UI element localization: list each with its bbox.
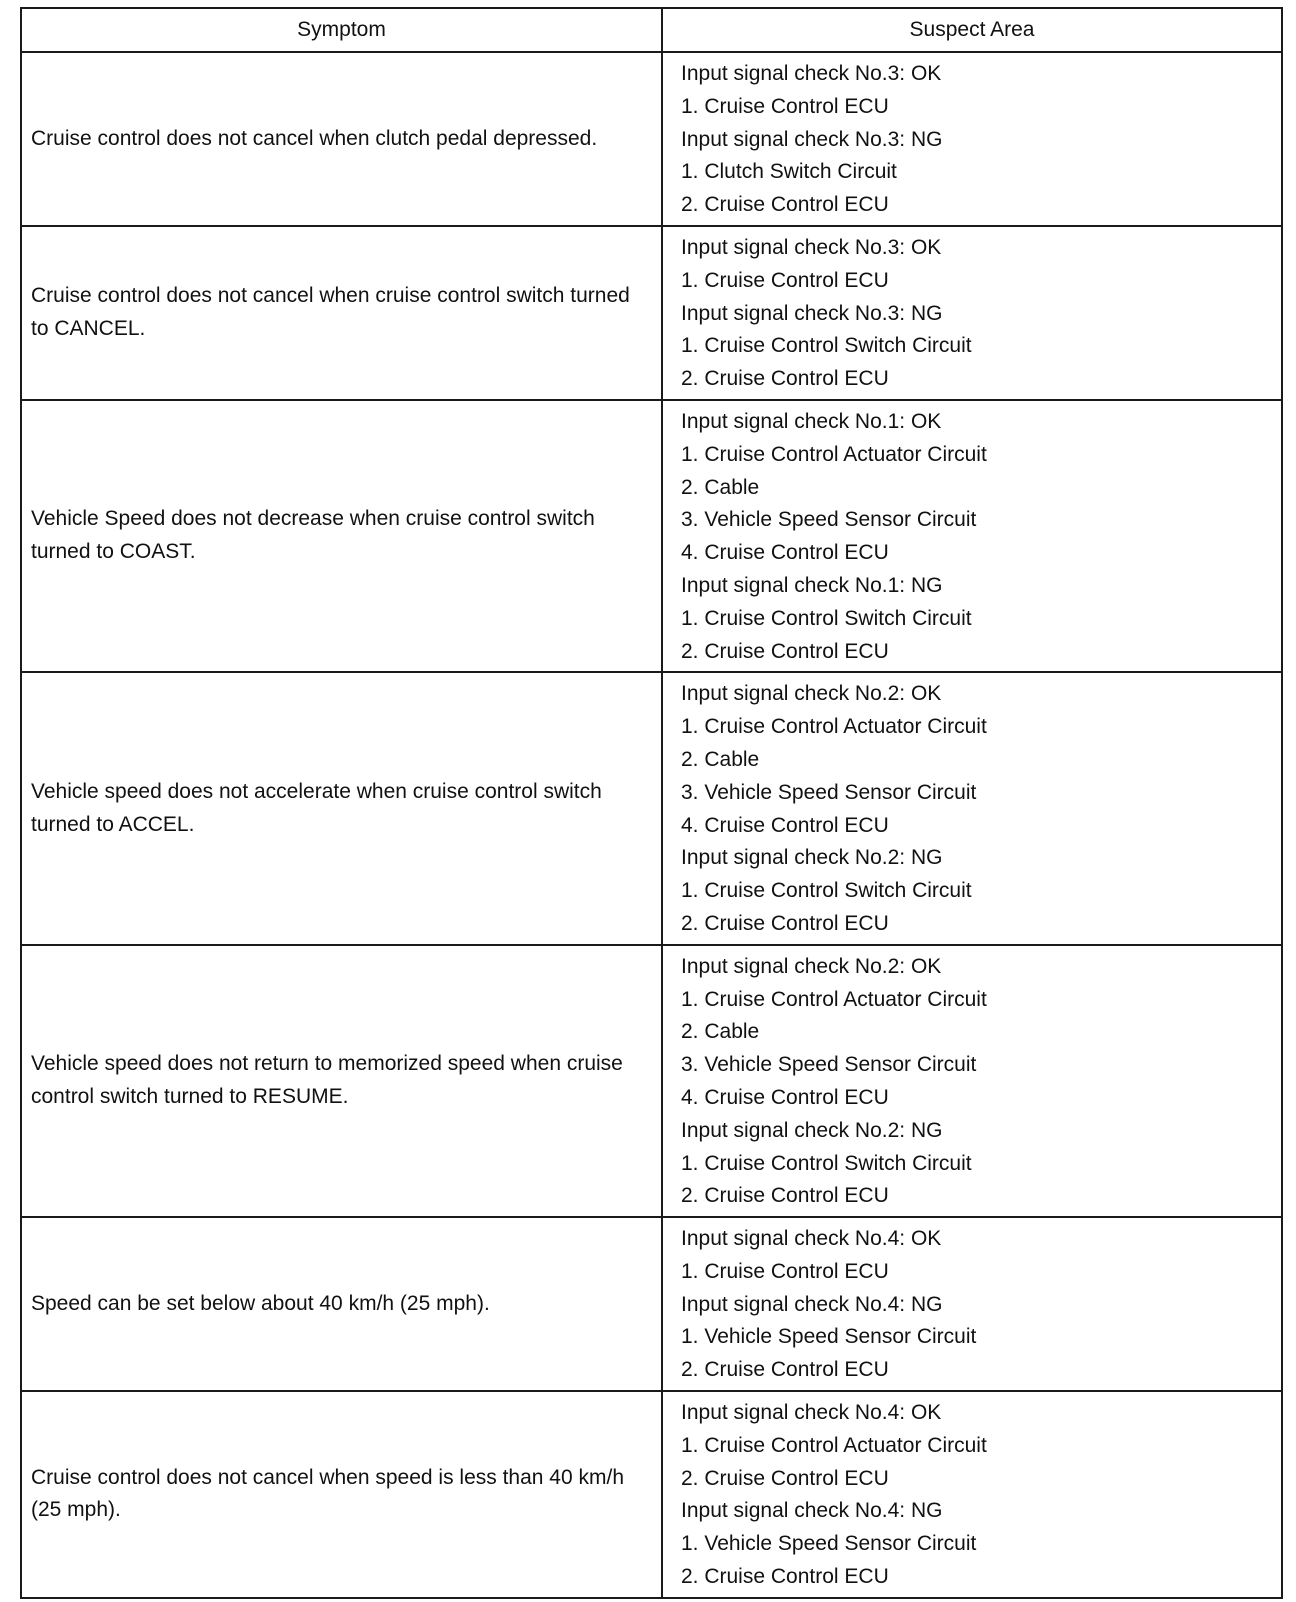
symptom-cell: Speed can be set below about 40 km/h (25 mph). (21, 1217, 662, 1391)
suspect-line: 4. Cruise Control ECU (681, 1085, 889, 1109)
suspect-line: 1. Vehicle Speed Sensor Circuit (681, 1532, 977, 1556)
suspect-line: Input signal check No.3: NG (681, 127, 943, 151)
symptom-cell: Vehicle Speed does not decrease when cruise control switch turned to COAST. (21, 400, 662, 672)
troubleshooting-table (20, 7, 1283, 1599)
suspect-line: 3. Vehicle Speed Sensor Circuit (681, 780, 977, 804)
suspect-line: 2. Cable (681, 1020, 760, 1044)
suspect-line: 2. Cruise Control ECU (681, 1184, 889, 1208)
suspect-line: 1. Cruise Control Actuator Circuit (681, 987, 987, 1011)
suspect-area-header: Suspect Area (662, 8, 1282, 52)
symptom-header: Symptom (21, 8, 662, 52)
suspect-area-cell (662, 1391, 1282, 1598)
table-row (21, 400, 1282, 672)
suspect-line: 4. Cruise Control ECU (681, 813, 889, 837)
suspect-area-cell (662, 1217, 1282, 1391)
suspect-line: 4. Cruise Control ECU (681, 541, 889, 565)
suspect-area-cell (662, 672, 1282, 944)
table-row (21, 945, 1282, 1217)
table-row (21, 1391, 1282, 1598)
suspect-line: 1. Cruise Control Actuator Circuit (681, 1433, 987, 1457)
suspect-line: 1. Cruise Control ECU (681, 1259, 889, 1283)
suspect-line: 2. Cruise Control ECU (681, 193, 889, 217)
table-row (21, 52, 1282, 226)
suspect-area-cell (662, 226, 1282, 400)
table-row (21, 1217, 1282, 1391)
suspect-line: Input signal check No.4: OK (681, 1227, 942, 1251)
symptom-cell: Cruise control does not cancel when clutch pedal depressed. (21, 52, 662, 226)
suspect-line: Input signal check No.1: NG (681, 573, 943, 597)
suspect-line: Input signal check No.3: OK (681, 62, 942, 85)
suspect-line: 1. Cruise Control Actuator Circuit (681, 715, 987, 739)
suspect-line: 3. Vehicle Speed Sensor Circuit (681, 1053, 977, 1077)
suspect-line: Input signal check No.4: NG (681, 1292, 943, 1316)
suspect-line: 1. Cruise Control ECU (681, 94, 889, 118)
suspect-line: 2. Cruise Control ECU (681, 639, 889, 663)
suspect-line: 1. Clutch Switch Circuit (681, 160, 897, 184)
table-row (21, 672, 1282, 944)
suspect-area-cell (662, 400, 1282, 672)
suspect-line: 2. Cruise Control ECU (681, 1565, 889, 1589)
suspect-area-cell (662, 52, 1282, 226)
suspect-line: Input signal check No.2: NG (681, 846, 943, 870)
suspect-line: 1. Cruise Control Switch Circuit (681, 334, 972, 358)
suspect-line: 2. Cable (681, 475, 760, 499)
suspect-line: Input signal check No.2: NG (681, 1118, 943, 1142)
suspect-line: 1. Cruise Control ECU (681, 268, 889, 292)
symptom-cell: Cruise control does not cancel when cruise control switch turned to CANCEL. (21, 226, 662, 400)
suspect-line: Input signal check No.3: OK (681, 235, 942, 259)
suspect-line: Input signal check No.3: NG (681, 301, 943, 325)
suspect-line: 2. Cruise Control ECU (681, 1358, 889, 1382)
suspect-line: Input signal check No.2: OK (681, 954, 942, 978)
suspect-line: 3. Vehicle Speed Sensor Circuit (681, 508, 977, 532)
symptom-cell: Vehicle speed does not return to memorized speed when cruise control switch turned to RESUME. (21, 945, 662, 1217)
suspect-line: 1. Vehicle Speed Sensor Circuit (681, 1325, 977, 1349)
suspect-line: Input signal check No.2: OK (681, 682, 942, 706)
suspect-line: Input signal check No.4: NG (681, 1499, 943, 1523)
suspect-line: 1. Cruise Control Switch Circuit (681, 1151, 972, 1175)
suspect-line: 2. Cruise Control ECU (681, 367, 889, 391)
suspect-line: 2. Cruise Control ECU (681, 1466, 889, 1490)
symptom-cell: Cruise control does not cancel when speed is less than 40 km/h (25 mph). (21, 1391, 662, 1598)
suspect-line: 1. Cruise Control Switch Circuit (681, 879, 972, 903)
suspect-line: 2. Cable (681, 747, 760, 771)
suspect-line: Input signal check No.1: OK (681, 409, 942, 433)
suspect-line: 1. Cruise Control Switch Circuit (681, 606, 972, 630)
suspect-line: Input signal check No.4: OK (681, 1401, 942, 1425)
suspect-line: 2. Cruise Control ECU (681, 911, 889, 935)
symptom-cell: Vehicle speed does not accelerate when cruise control switch turned to ACCEL. (21, 672, 662, 944)
header-row (21, 8, 1282, 52)
suspect-line: 1. Cruise Control Actuator Circuit (681, 442, 987, 466)
suspect-area-cell (662, 945, 1282, 1217)
table-row (21, 226, 1282, 400)
